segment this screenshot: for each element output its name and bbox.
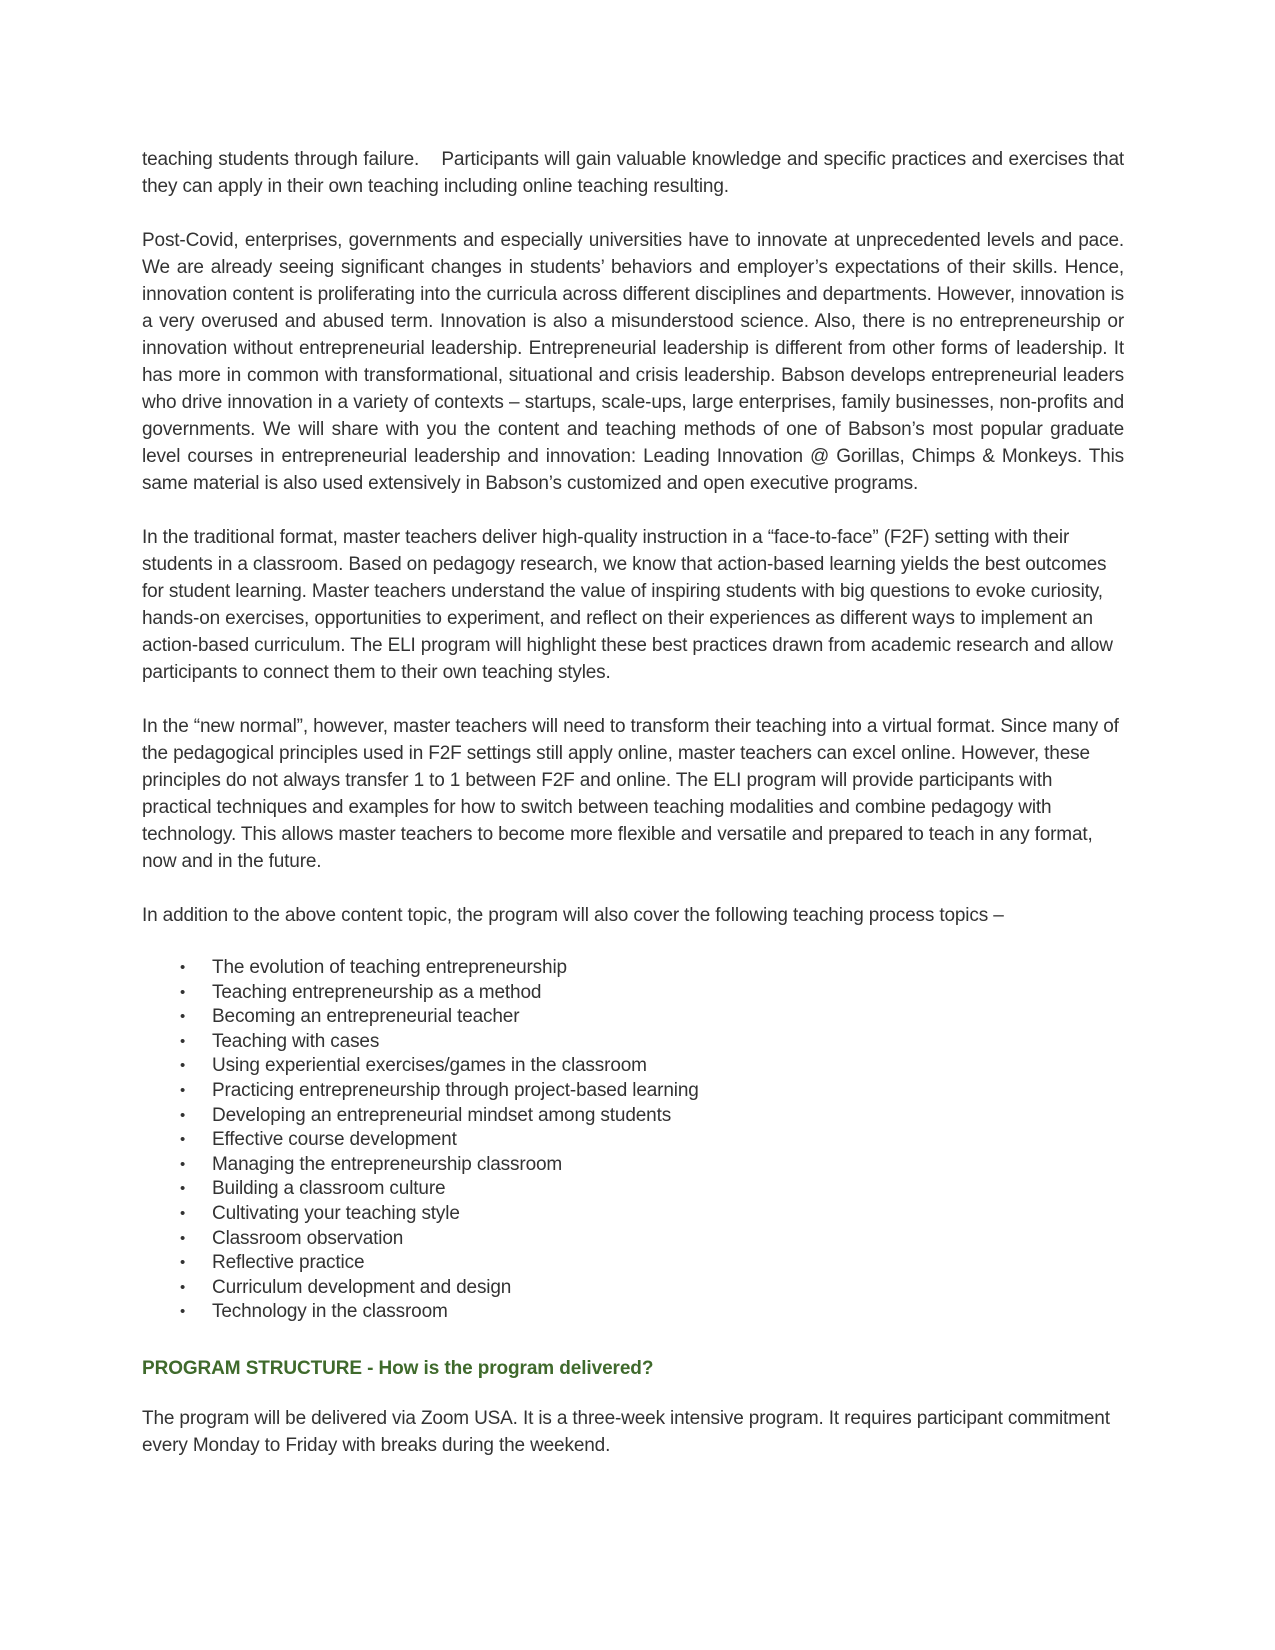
bullet-icon: • (180, 1057, 186, 1075)
list-item-label: Teaching entrepreneurship as a method (212, 981, 542, 1003)
bullet-icon: • (180, 1204, 186, 1222)
paragraph-new-normal: In the “new normal”, however, master teachers will need to transform their teaching into a virtual format. Since many of the pedagogical principles used in F2F settings still apply online, master teachers can excel online. However, these principles do not always transfer 1 to 1 between F2F and online. The ELI program will provide participants with practical techniques and examples for how to switch between teaching modalities and combine pedagogy with technology. This allows master teachers to become more flexible and versatile and prepared to teach in any format, now and in the future. (142, 716, 1119, 872)
bullet-icon: • (180, 1229, 186, 1247)
list-item (142, 1153, 1124, 1178)
paragraph-post-covid: Post-Covid, enterprises, governments and especially universities have to innovate at unprecedented levels and pace. We are already seeing significant changes in students’ behaviors and employer’s expectations of their skills. Hence, innovation content is proliferating into the curricula across different disciplines and departments. However, innovation is a very overused and abused term. Innovation is also a misunderstood science. Also, there is no entrepreneurship or innovation without entrepreneurial leadership. Entrepreneurial leadership is different from other forms of leadership. It has more in common with transformational, situational and crisis leadership. Babson develops entrepreneurial leaders who drive innovation in a variety of contexts – startups, scale-ups, large enterprises, family businesses, non-profits and governments. We will share with you the content and teaching methods of one of Babson’s most popular graduate level courses in entrepreneurial leadership and innovation: Leading Innovation @ Gorillas, Chimps & Monkeys. This same material is also used extensively in Babson’s customized and open executive programs. (142, 230, 1124, 494)
list-item-label: Technology in the classroom (212, 1301, 448, 1323)
list-item (142, 956, 1124, 981)
bullet-icon: • (180, 1278, 186, 1296)
list-item (142, 1054, 1124, 1079)
list-item (142, 1202, 1124, 1227)
list-item-label: Developing an entrepreneurial mindset among students (212, 1104, 672, 1126)
list-item (142, 1104, 1124, 1129)
bullet-icon: • (180, 1032, 186, 1050)
list-item-label: Classroom observation (212, 1227, 404, 1249)
list-item (142, 1030, 1124, 1055)
list-item-label: Reflective practice (212, 1252, 365, 1274)
list-item (142, 981, 1124, 1006)
bullet-icon: • (180, 1303, 186, 1321)
bullet-icon: • (180, 1106, 186, 1124)
list-item (142, 1251, 1124, 1276)
list-item-label: Cultivating your teaching style (212, 1202, 460, 1224)
list-item (142, 1177, 1124, 1202)
list-item-label: Teaching with cases (212, 1030, 380, 1052)
bullet-icon: • (180, 983, 186, 1001)
bullet-icon: • (180, 959, 186, 976)
list-item-label: Practicing entrepreneurship through project-based learning (212, 1079, 699, 1101)
list-item-label: The evolution of teaching entrepreneurship (212, 957, 567, 978)
list-item (142, 1300, 1124, 1325)
list-item (142, 1079, 1124, 1104)
bullet-icon: • (180, 1180, 186, 1198)
list-item-label: Effective course development (212, 1129, 457, 1151)
list-item (142, 1005, 1124, 1030)
paragraph-topics-lead-in: In addition to the above content topic, the program will also cover the following teaching process topics – (142, 905, 1004, 926)
paragraph-traditional-format: In the traditional format, master teachers deliver high-quality instruction in a “face-to-face” (F2F) setting with their students in a classroom. Based on pedagogy research, we know that action-based learning yields the best outcomes for student learning. Master teachers understand the value of inspiring students with big questions to evoke curiosity, hands-on exercises, opportunities to experiment, and reflect on their experiences as different ways to implement an action-based curriculum. The ELI program will highlight these best practices drawn from academic research and allow participants to connect them to their own teaching styles. (142, 527, 1113, 683)
bullet-icon: • (180, 1008, 186, 1026)
list-item-label: Becoming an entrepreneurial teacher (212, 1006, 520, 1028)
list-item-label: Curriculum development and design (212, 1276, 512, 1298)
program-structure-heading: PROGRAM STRUCTURE - How is the program delivered? (142, 1357, 654, 1379)
list-item (142, 1276, 1124, 1301)
bullet-icon: • (180, 1131, 186, 1149)
list-item (142, 1128, 1124, 1153)
bullet-icon: • (180, 1155, 186, 1173)
list-item-label: Managing the entrepreneurship classroom (212, 1153, 563, 1175)
list-item-label: Building a classroom culture (212, 1178, 446, 1200)
bullet-icon: • (180, 1254, 186, 1272)
paragraph-delivery: The program will be delivered via Zoom USA. It is a three-week intensive program. It requires participant commitment every Monday to Friday with breaks during the weekend. (142, 1407, 1110, 1456)
list-item (142, 1227, 1124, 1252)
list-item-label: Using experiential exercises/games in the classroom (212, 1055, 647, 1077)
bullet-icon: • (180, 1081, 186, 1099)
teaching-topics-list (142, 956, 1124, 1325)
paragraph-intro: teaching students through failure. Participants will gain valuable knowledge and specific practices and exercises that they can apply in their own teaching including online teaching resulting. (142, 149, 1130, 197)
